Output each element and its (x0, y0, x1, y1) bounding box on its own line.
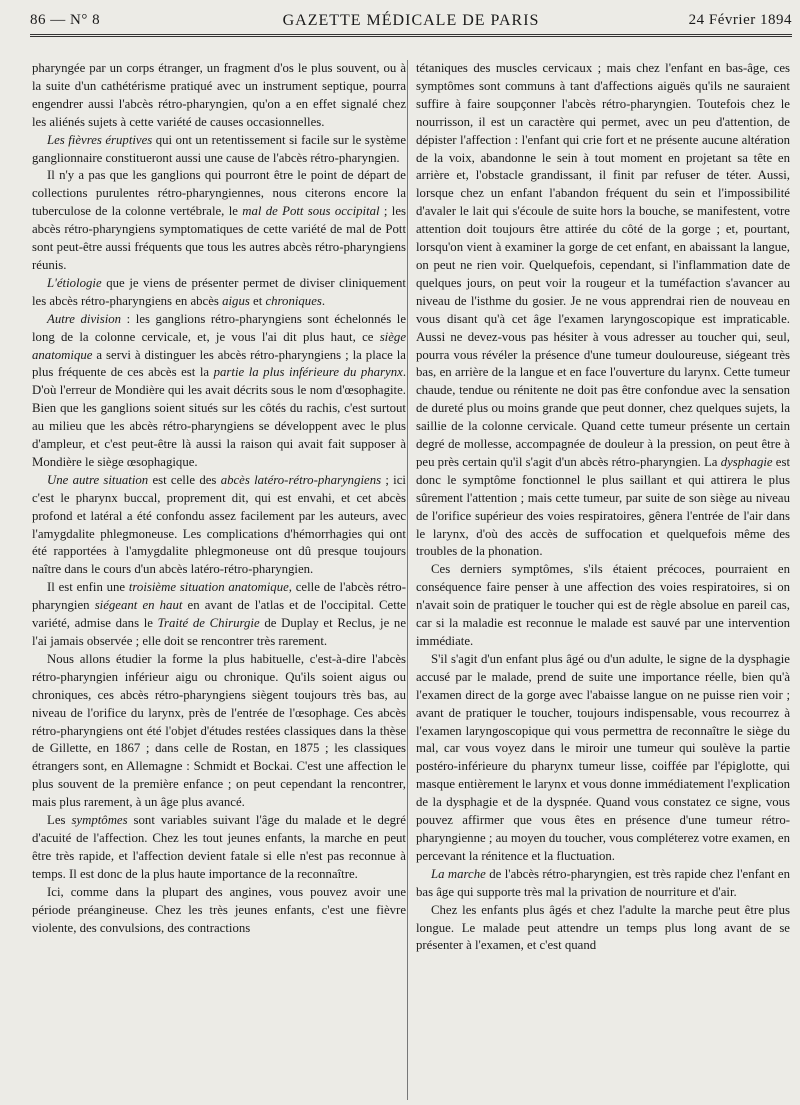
text-run: de l'abcès rétro-pharyngien, est très rapide chez l'enfant en bas âge qui supporte très mal la privation de nourriture et d'air. (416, 866, 790, 899)
text-run: ; les abcès rétro-pharyngiens symptomatiques de cette variété de mal de Pott sont peut-être aussi fréquents que tous les autres abcès rétro-pharyngiens réunis. (32, 204, 407, 272)
italic-term: Les fièvres éruptives (47, 132, 153, 147)
right-column (416, 60, 790, 955)
text-run: Ici, comme dans la plupart des angines, vous pouvez avoir une période préangineuse. Chez les très jeunes enfants, c'est une fièvre violente, des convulsions, des contractions (32, 884, 406, 935)
paragraph (416, 651, 790, 866)
text-run: Ces derniers symptômes, s'ils étaient précoces, pourraient en conséquence faire penser à une affection des voies respiratoires, si on n'avait soin de pratiquer le toucher qui est de règle absolue en pareil cas, car si la maladie est reconnue le malade est sauvé par une intervention immédiate. (416, 562, 790, 648)
left-column (32, 60, 406, 937)
text-run: , celle de l'abcès rétro-pharyngien (32, 580, 406, 613)
text-run: ; ici c'est le pharynx buccal, proprement dit, qui est envahi, et cet abcès profond et latéral a été confondu assez facilement par les auteurs, avec l'amygdalite phlegmoneuse. Les complications d'hémorrhagies qui ont été rapportées à l'amygdalite phlegmoneuse ont dû presque toujours naître dans le cours d'un abcès latéro-rétro-pharyngien. (32, 472, 406, 577)
text-run: a servi à distinguer les abcès rétro-pharyngiens ; la place la plus fréquente de ces abcès est la (32, 347, 406, 380)
paragraph (416, 60, 790, 561)
text-run: Il n'y a pas que les ganglions qui pourront être le point de départ de collections purulentes rétro-pharyngiennes, nous citerons encore la tuberculose de la colonne vertébrale, le (32, 168, 406, 219)
italic-term: siégeant en haut (94, 598, 183, 613)
text-run: que je viens de présenter permet de diviser cliniquement les abcès rétro-pharyngiens en abcès (32, 275, 406, 308)
paragraph (416, 866, 790, 902)
italic-term: aigus (222, 293, 250, 308)
text-run: Il est enfin une (47, 580, 129, 595)
text-run: et (249, 293, 266, 308)
italic-term: Autre division (47, 311, 122, 326)
text-run: sont variables suivant l'âge du malade et le degré d'acuité de l'affection. Chez les tout jeunes enfants, la marche en peut être très rapide, et l'affection devient fatale si elle n'est pas reconnue à temps. Il est donc de la plus haute importance de la reconnaître. (32, 813, 406, 881)
italic-term: Traité de Chirurgie (157, 616, 260, 631)
issue-date: 24 Février 1894 (688, 12, 792, 28)
text-run: en avant de l'atlas et de l'occipital. Cette variété, admise dans le (32, 598, 406, 631)
text-run: est celle des (148, 472, 221, 487)
text-run: Les (47, 813, 72, 828)
italic-term: troisième situation anatomique (128, 580, 289, 595)
text-run: S'il s'agit d'un enfant plus âgé ou d'un adulte, le signe de la dysphagie accusé par le malade, prend de suite une importance réelle, bien qu'à l'examen direct de la gorge avec l'abaisse langue on ne puisse rien voir ; avant de pratiquer le toucher, toujours indispensable, vous recourrez à l'examen laryngoscopique qui vous permettra de reconnaître le siège du mal, car vous voyez dans le miroir une tumeur qui soulève la partie postéro-inférieure du pharynx tumeur lisse, coiffée par l'épiglotte, qui masque entièrement le larynx et vous donne immédiatement l'explication de la dysphagie et de la dyspnée. Quand vous constatez ce signe, vous pouvez affirmer que vous êtes en présence d'une tumeur rétro-pharyngienne ; au moyen du toucher, vous compléterez votre examen, en percevant la rénitence et la fluctuation. (416, 651, 791, 863)
paragraph (416, 902, 790, 956)
text-run: Nous allons étudier la forme la plus habituelle, c'est-à-dire l'abcès rétro-pharyngien inférieur aigu ou chronique. Qu'ils soient aigus ou chroniques, ces abcès rétro-pharyngiens siègent toujours très bas, au niveau de l'orifice du larynx, près de l'entrée de l'œsophage. Ces abcès rétro-pharyngiens ont été l'objet d'études restées classiques dans la thèse de Gillette, en 1867 ; dans celle de Rostan, en 1875 ; les classiques étrangers sont, en Allemagne : Schmidt et Bockai. C'est une affection le plus souvent de la première enfance ; on peut cependant la rencontrer, mais plus rarement, à un âge plus avancé. (32, 651, 406, 810)
italic-term: chroniques (265, 293, 322, 308)
paragraph (32, 167, 406, 274)
text-run: tétaniques des muscles cervicaux ; mais chez l'enfant en bas-âge, ces symptômes sont communs à tant d'affections aiguës qu'ils ne sauraient suffire à faire soupçonner l'abcès rétro-pharyngien. Toutefois chez le nourrisson, il est un caractère qui permet, avec un peu d'attention, de dépister l'affection : l'enfant qui crie fort et ne présente aucune altération de la voix, abandonne le sein à tout moment en projetant sa tête en arrière et, l'obstacle grandissant, il finit par refuser de téter. Aussi, lorsque chez un enfant l'abandon fréquent du sein et l'impossibilité d'avaler le lait qui s'écoule de suite hors la bouche, se manifestent, votre attention doit toujours être attirée du côté de la gorge ; et, pourtant, lorsqu'on vient à examiner la gorge de cet enfant, en abaissant la langue, on peut ne rien voir. Quelquefois, cependant, si l'inflammation date de quelques jours, on peut voir la rougeur et la tuméfaction s'avancer au niveau de l'isthme du gosier. Je ne vous apprendrai rien de nouveau en vous disant qu'à cet âge l'examen laryngoscopique est impraticable. Aussi ne devez-vous pas hésiter à vous adresser au toucher qui, seul, pourra vous révéler la présence d'une tumeur douloureuse, siégeant très bas, en arrière de la langue et en face l'ouverture du larynx. Cette tumeur chaude, tendue ou rénitente ne doit pas être confondue avec la sensation de dureté plus ou moins grande que peut donner, chez quelques sujets, la saillie de la colonne cervicale. Quand cette tumeur présente un certain degré de mollesse, accompagnée de douleur à la pression, on peut être à peu près certain qu'il s'agit d'un abcès rétro-pharyngien. La (416, 61, 790, 469)
journal-title: GAZETTE MÉDICALE DE PARIS (282, 12, 540, 29)
paragraph (32, 472, 406, 579)
italic-term: abcès latéro-rétro-pharyngiens (220, 472, 382, 487)
paragraph (32, 275, 406, 311)
text-run: . D'où l'erreur de Mondière qui les avait décrits sous le nom d'œsophagite. Bien que les ganglions soient situés sur les côtés du rachis, c'est surtout au milieu que les abcès rétro-pharyngiens se développent avec le plus d'ampleur, et c'est peut-être là aussi la raison qui avait fait supposer à Mondière le siège œsophagique. (32, 365, 407, 469)
page-number: 86 — N° 8 (30, 12, 101, 28)
italic-term: L'étiologie (47, 275, 102, 290)
paragraph (416, 561, 790, 651)
column-divider (407, 60, 408, 1100)
text-run: qui ont un retentissement si facile sur le système ganglionnaire constitueront aussi une cause de l'abcès rétro-pharyngien. (32, 132, 407, 165)
paragraph (32, 651, 406, 812)
text-run: : les ganglions rétro-pharyngiens sont échelonnés le long de la colonne cervicale, et, je vous l'ai dit plus haut, ce (32, 311, 406, 344)
italic-term: siège anatomique (32, 329, 406, 362)
paragraph (32, 812, 406, 884)
italic-term: dysphagie (720, 454, 773, 469)
text-run: . (321, 293, 326, 308)
italic-term: Une autre situation (47, 472, 149, 487)
italic-term: symptômes (71, 813, 128, 828)
text-run: de Duplay et Reclus, je ne l'ai jamais observée ; elle doit se rencontrer très rarement. (32, 616, 406, 648)
text-run: Chez les enfants plus âgés et chez l'adulte la marche peut être plus longue. Le malade peut attendre un temps plus long avant de se présenter à l'examen, et c'est quand (416, 902, 790, 953)
paragraph (32, 579, 406, 651)
header-rule (30, 34, 792, 37)
text-run: est donc le symptôme fonctionnel le plus saillant et qui attirera le plus sûrement l'attention ; mais cette tumeur, par suite de son siège au niveau de l'orifice supérieur des voies respiratoires, gênera l'entrée de l'air dans le larynx, d'où des accès de suffocation et quelquefois même des troubles de la phonation. (416, 454, 791, 559)
italic-term: mal de Pott sous occipital (242, 204, 380, 219)
page-header (30, 8, 792, 34)
paragraph (32, 132, 406, 168)
italic-term: La marche (431, 866, 486, 881)
italic-term: partie la plus inférieure du pharynx (213, 365, 403, 380)
text-run: pharyngée par un corps étranger, un fragment d'os le plus souvent, ou à la suite d'un cathétérisme pratiqué avec un instrument septique, pourra engendrer aussi l'abcès rétro-pharyngien, qu'on a en effet signalé chez les aliénés sujets à cette variété de causes occasionnelles. (32, 61, 406, 129)
paragraph (32, 884, 406, 938)
paragraph (32, 311, 406, 472)
paragraph (32, 60, 406, 132)
